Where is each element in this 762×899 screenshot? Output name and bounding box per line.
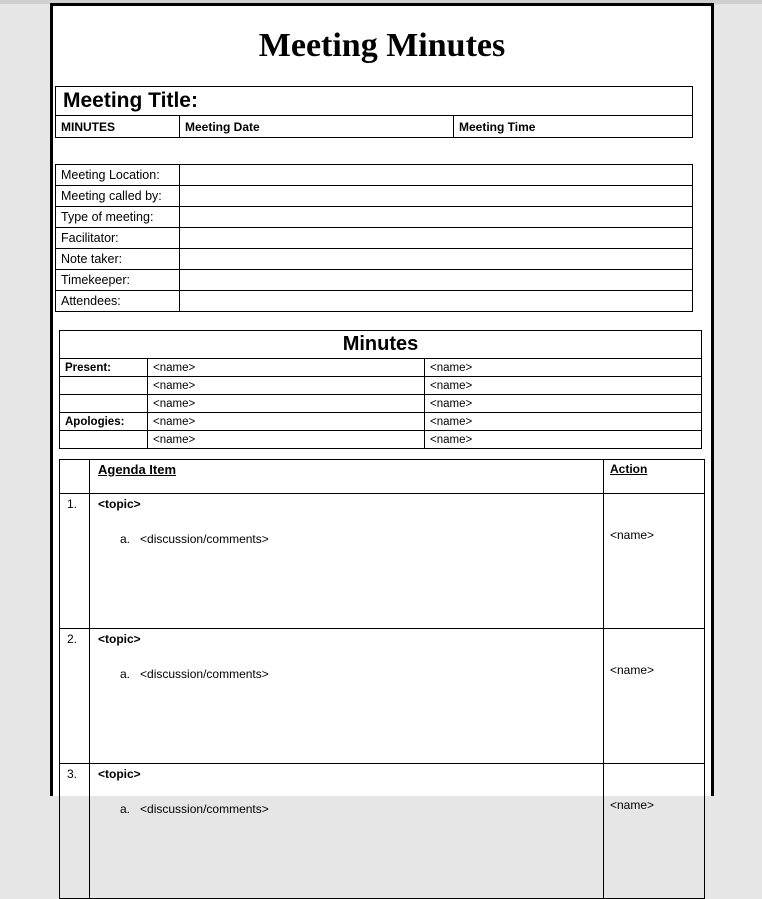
details-row [56, 291, 693, 312]
page-title: Meeting Minutes [258, 27, 506, 64]
attendee-name[interactable]: <name> [425, 431, 702, 449]
attendance-label: Present: [60, 359, 148, 377]
agenda-item-header: Agenda Item [90, 460, 604, 494]
action-header: Action [604, 460, 705, 494]
agenda-action[interactable]: <name> [604, 629, 705, 764]
agenda-topic[interactable]: <topic> [98, 497, 141, 511]
agenda-row [60, 494, 705, 629]
details-label: Type of meeting: [56, 207, 180, 228]
details-row [56, 249, 693, 270]
details-value[interactable] [180, 228, 693, 249]
agenda-row [60, 629, 705, 764]
agenda-topic[interactable]: <topic> [98, 632, 141, 646]
agenda-topic-cell [90, 764, 604, 899]
details-value[interactable] [180, 249, 693, 270]
attendee-name[interactable]: <name> [425, 359, 702, 377]
agenda-action[interactable]: <name> [604, 494, 705, 629]
meeting-details-table [55, 164, 693, 312]
agenda-discussion [120, 667, 598, 681]
meeting-title-label: Meeting Title: [56, 87, 693, 116]
attendance-label [60, 431, 148, 449]
agenda-discussion [120, 532, 598, 546]
attendee-name[interactable]: <name> [148, 431, 425, 449]
details-label: Meeting called by: [56, 186, 180, 207]
minutes-table [59, 330, 702, 449]
details-label: Note taker: [56, 249, 180, 270]
discussion-text[interactable]: <discussion/comments> [140, 532, 269, 546]
attendee-name[interactable]: <name> [148, 377, 425, 395]
attendance-row [60, 359, 702, 377]
document-page [50, 3, 714, 816]
discussion-text[interactable]: <discussion/comments> [140, 667, 269, 681]
attendance-row [60, 431, 702, 449]
details-value[interactable] [180, 291, 693, 312]
agenda-topic-cell [90, 494, 604, 629]
attendance-row [60, 395, 702, 413]
details-label: Facilitator: [56, 228, 180, 249]
agenda-number: 2. [60, 629, 90, 764]
attendee-name[interactable]: <name> [425, 413, 702, 431]
attendee-name[interactable]: <name> [148, 413, 425, 431]
details-row [56, 207, 693, 228]
attendance-label: Apologies: [60, 413, 148, 431]
attendee-name[interactable]: <name> [148, 395, 425, 413]
sub-item-marker: a. [120, 532, 131, 546]
discussion-text[interactable]: <discussion/comments> [140, 802, 269, 816]
details-label: Timekeeper: [56, 270, 180, 291]
sub-item-marker: a. [120, 802, 131, 816]
agenda-topic[interactable]: <topic> [98, 767, 141, 781]
sub-item-marker: a. [120, 667, 131, 681]
details-value[interactable] [180, 207, 693, 228]
details-row [56, 186, 693, 207]
details-label: Meeting Location: [56, 165, 180, 186]
details-label: Attendees: [56, 291, 180, 312]
agenda-table [59, 459, 705, 899]
attendance-label [60, 377, 148, 395]
details-row [56, 228, 693, 249]
agenda-number: 3. [60, 764, 90, 899]
meeting-header-table [55, 86, 693, 138]
attendance-row [60, 413, 702, 431]
attendee-name[interactable]: <name> [148, 359, 425, 377]
minutes-label: MINUTES [56, 116, 180, 138]
minutes-heading: Minutes [60, 331, 702, 359]
meeting-date-label: Meeting Date [180, 116, 454, 138]
details-value[interactable] [180, 270, 693, 291]
details-row [56, 270, 693, 291]
agenda-number: 1. [60, 494, 90, 629]
agenda-topic-cell [90, 629, 604, 764]
attendance-row [60, 377, 702, 395]
attendee-name[interactable]: <name> [425, 395, 702, 413]
agenda-action[interactable]: <name> [604, 764, 705, 899]
agenda-row [60, 764, 705, 899]
details-row [56, 165, 693, 186]
agenda-discussion [120, 802, 598, 816]
attendee-name[interactable]: <name> [425, 377, 702, 395]
meeting-time-label: Meeting Time [454, 116, 693, 138]
attendance-label [60, 395, 148, 413]
details-value[interactable] [180, 186, 693, 207]
details-value[interactable] [180, 165, 693, 186]
agenda-number-header [60, 460, 90, 494]
